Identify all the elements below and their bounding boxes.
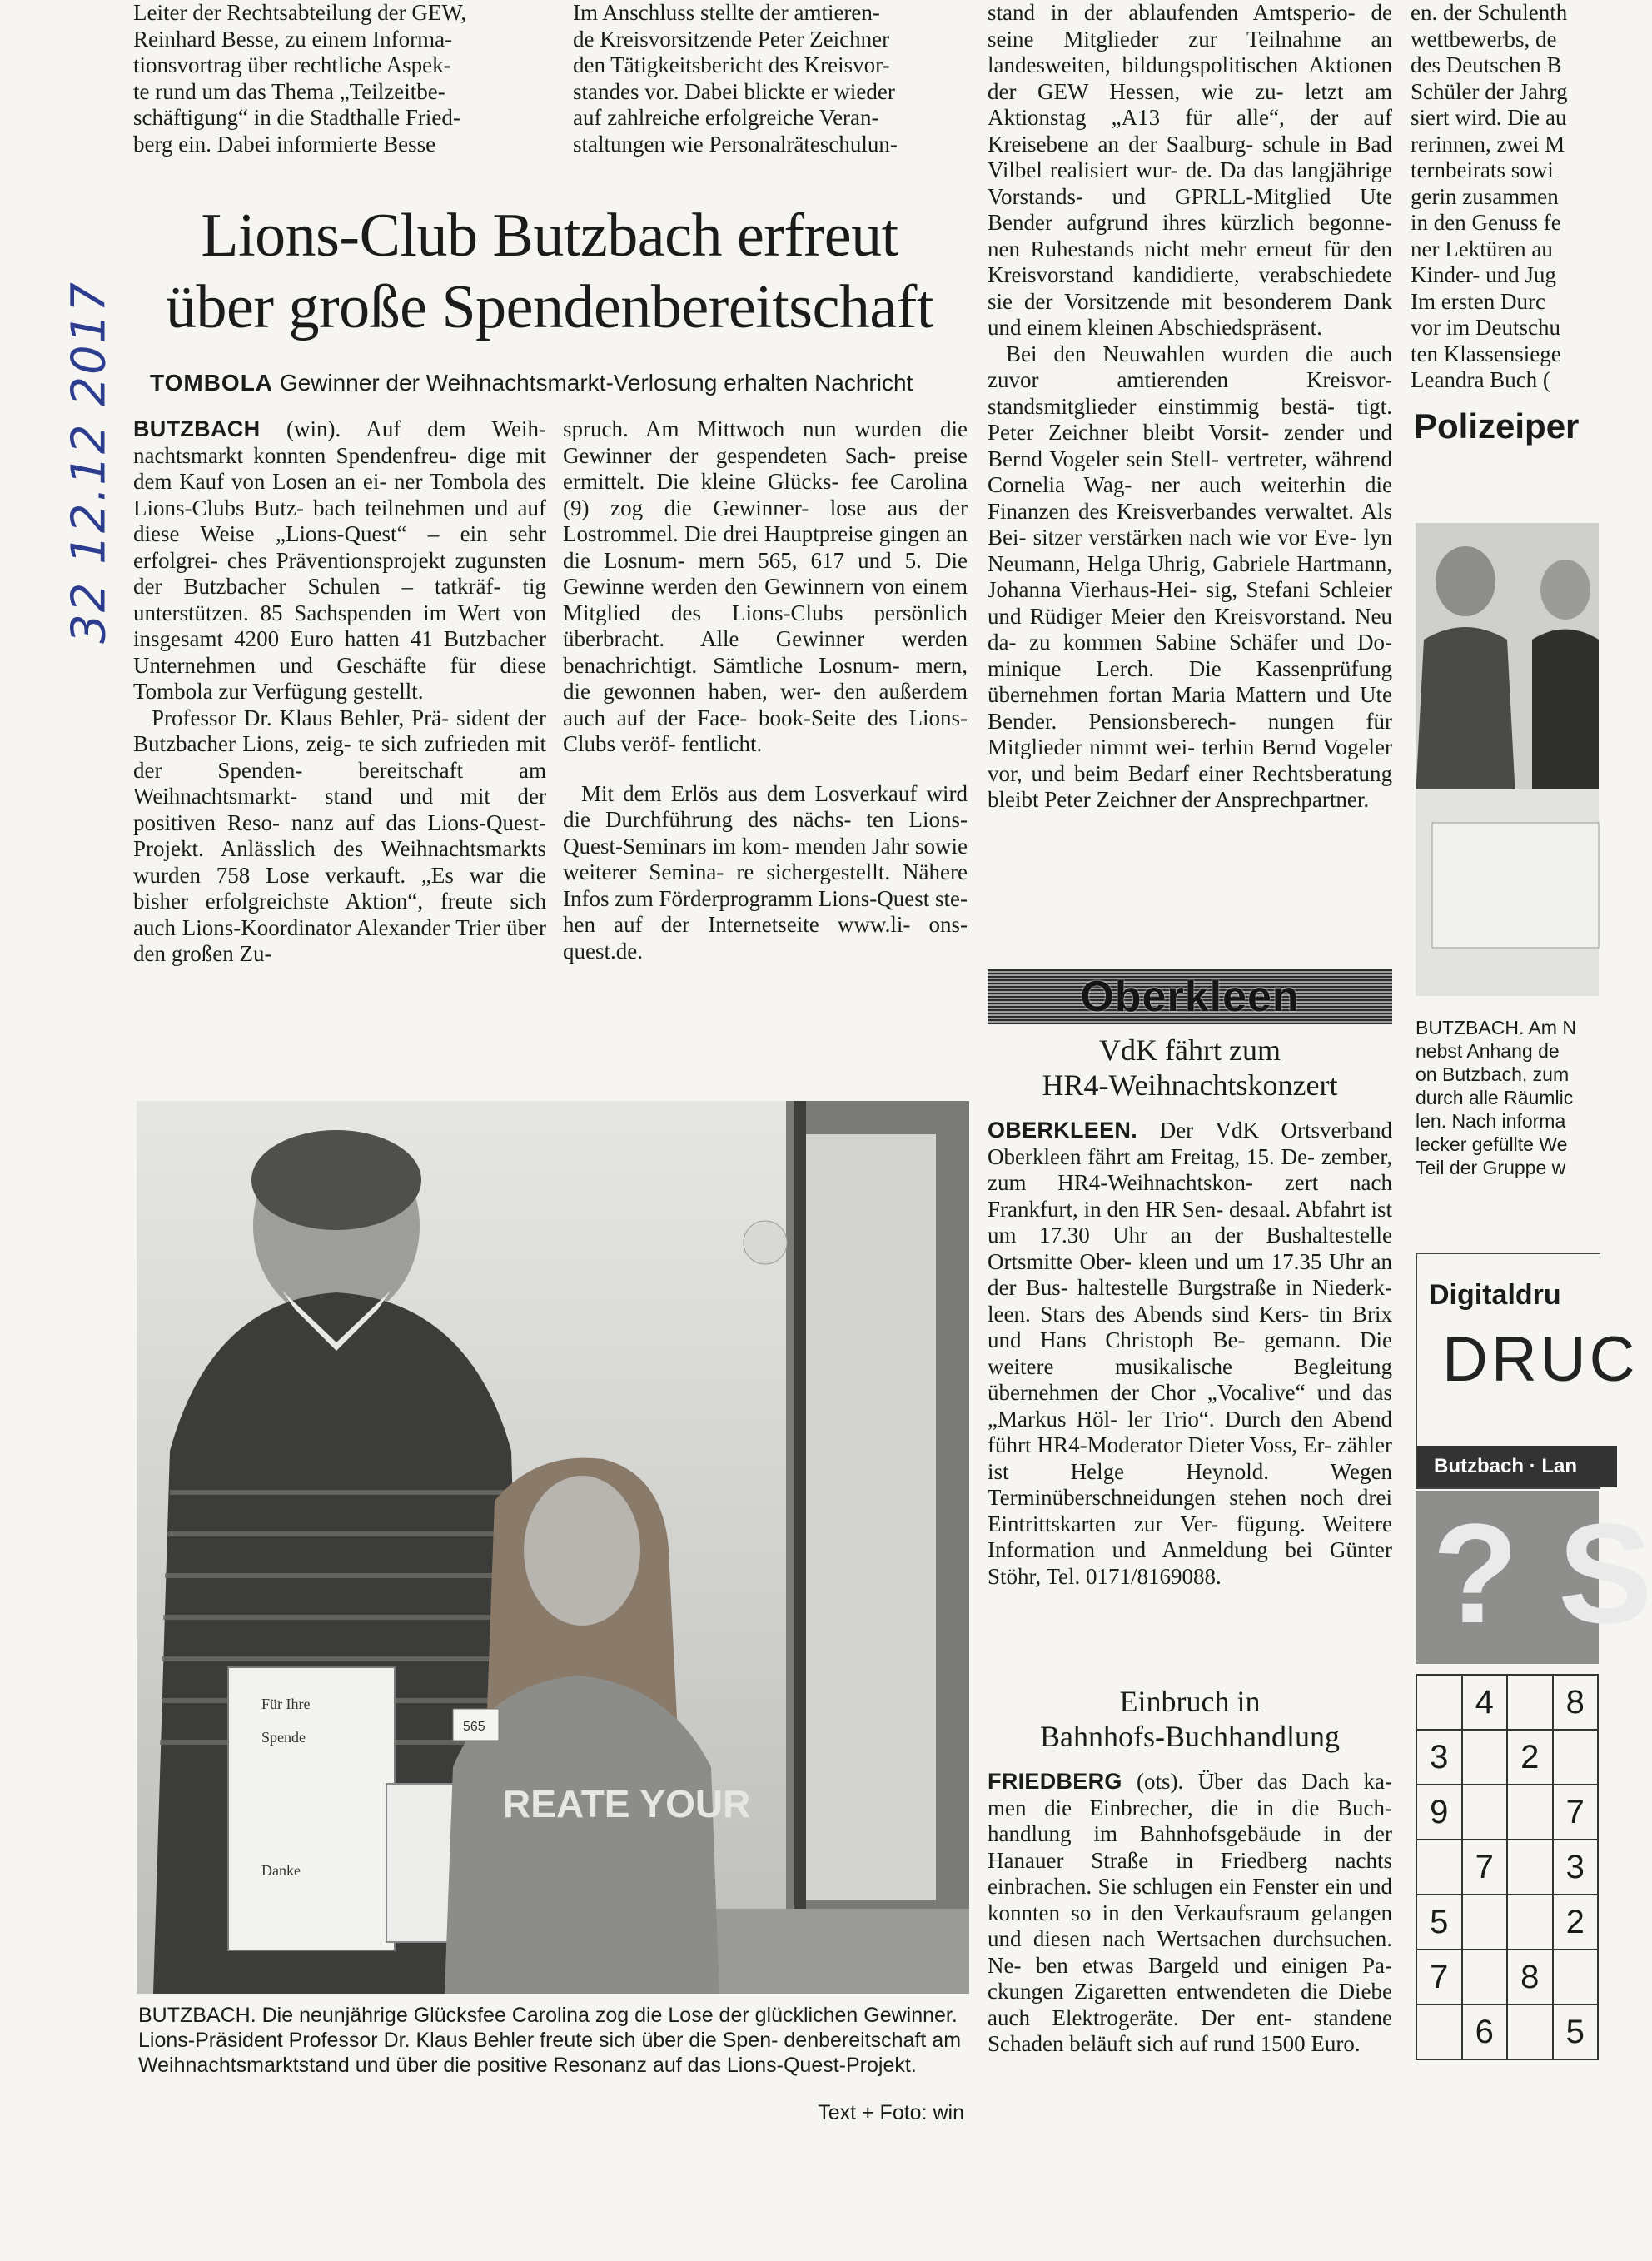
sudoku-cell xyxy=(1462,1785,1508,1840)
sudoku-cell xyxy=(1416,2005,1462,2059)
far-right-caption-line: BUTZBACH. Am N xyxy=(1416,1017,1576,1038)
far-right-line: in den Genuss fe xyxy=(1411,210,1561,235)
sudoku-cell: 6 xyxy=(1462,2005,1508,2059)
top-middle-line: Im Anschluss stellte der amtieren- xyxy=(573,0,880,25)
sudoku-cell: 5 xyxy=(1416,1895,1462,1950)
einbruch-article-body xyxy=(988,1769,1392,2058)
vdk-body-text: Der VdK Ortsverband Oberkleen fährt am Freitag, 15. De- zember, zum HR4-Weihnachtskon- zert nach Frankfurt, in den HR Sen- desaal. Abfahrt ist um 17.30 Uhr an der Bushaltestelle Ortsmitte Ober- kleen und um 17.35 Uhr an der Bus- haltestelle Burgstraße in Niederk- leen. Stars des Abends sind Kers- tin Brix und Hans Christoph Be- gemann. Die weitere musikalische Begleitung übernehmen der Chor „Vocalive“ und das „Markus Höl- ler Trio“. Durch den Abend führt HR4-Moderator Dieter Voss, Er- zähler ist Helge Heynold. Wegen Terminüberschneidungen stehen noch drei Eintrittskarten zur Ver- fügung. Weitere Information und Anmeldung bei Günter Stöhr, Tel. 0171/8169088. xyxy=(988,1118,1392,1589)
photo-caption: BUTZBACH. Die neunjährige Glücksfee Carolina zog die Lose der glücklichen Gewinner. Lions-Präsident Professor Dr. Klaus Behler freute sich über die Spen- denbereitschaft am Weihnachtsmarktstand und über die positive Resonanz auf das Lions-Quest-Projekt. xyxy=(138,2004,962,2077)
sudoku-cell: 3 xyxy=(1553,1840,1599,1895)
article-paragraph-4: Mit dem Erlös aus dem Losverkauf wird die Durchführung des nächs- ten Lions-Quest-Seminars im kom- menden Jahr sowie weiterer Semina- re sichergestellt. Nähere Infos zum Förderprogramm Lions-Quest ste- hen auf der Internetseite www.li- ons-quest.de. xyxy=(563,780,968,964)
top-middle-line: auf zahlreiche erfolgreiche Veran- xyxy=(573,105,879,130)
far-right-line: siert wird. Die au xyxy=(1411,105,1567,130)
top-left-line: tionsvortrag über rechtliche Aspek- xyxy=(133,52,451,77)
article-photo xyxy=(137,1101,969,1994)
article-subheadline xyxy=(150,370,966,396)
article-paragraph-1: (win). Auf dem Weih- nachtsmarkt konnten Spendenfreu- dige mit dem Kauf von Losen an ei- ner Tombola des Lions-Clubs Butz- bach teilnehmen und auf diese Weise „Lions-Quest“ – ein sehr erfolgrei- ches Präventionsprojekt zugunsten der Butzbacher Schulen – tatkräf- tig unterstützen. 85 Sachspenden im Wert von insgesamt 4200 Euro hatten 41 Butzbacher Unternehmen und Geschäfte für diese Tombola zur Verfügung gestellt. xyxy=(133,416,547,704)
handwritten-date xyxy=(52,281,127,644)
handwritten-date-text: 32 12.12 2017 xyxy=(62,281,117,644)
ad-title: Digitaldru xyxy=(1429,1279,1561,1311)
sudoku-row xyxy=(1416,1785,1598,1840)
sudoku-cell xyxy=(1416,1675,1462,1730)
top-middle-line: den Tätigkeitsbericht des Kreisvor- xyxy=(573,52,890,77)
vdk-dateline: OBERKLEEN. xyxy=(988,1118,1138,1143)
far-right-caption-line: on Butzbach, zum xyxy=(1416,1063,1570,1085)
top-left-line: berg ein. Dabei informierte Besse xyxy=(133,131,436,157)
sudoku-cell: 3 xyxy=(1416,1730,1462,1785)
shirt-text: REATE YOUR xyxy=(503,1782,751,1825)
photo-illustration xyxy=(137,1101,969,1994)
vdk-article-body xyxy=(988,1118,1392,1590)
far-right-line: ten Klassensiege xyxy=(1411,341,1561,366)
top-middle-line: staltungen wie Personalräteschulun- xyxy=(573,131,898,157)
sudoku-cell: 8 xyxy=(1553,1675,1599,1730)
headline-line-1: Lions-Club Butzbach erfreut xyxy=(201,202,898,270)
polizei-headline: Polizeiper xyxy=(1414,406,1580,446)
far-right-caption-line: durch alle Räumlic xyxy=(1416,1087,1574,1108)
gew-article-continuation xyxy=(988,0,1392,814)
sudoku-cell xyxy=(1462,1950,1508,2005)
einbruch-headline-line-2: Bahnhofs-Buchhandlung xyxy=(1040,1720,1340,1753)
sudoku-cell: 2 xyxy=(1507,1730,1553,1785)
einbruch-headline-line-1: Einbruch in xyxy=(1119,1685,1261,1718)
far-right-column xyxy=(1411,0,1599,394)
top-left-continuation xyxy=(133,0,550,157)
top-left-line: Reinhard Besse, zu einem Informa- xyxy=(133,26,453,52)
gew-paragraph-2: Bei den Neuwahlen wurden die auch zuvor amtierenden Kreisvor- standsmitglieder einstimmig bestä- tigt. Peter Zeichner bleibt Vorsit- zender und Bernd Vogeler sein Stell- vertreter, während Cornelia Wag- ner auch weiterhin die Finanzen des Kreisverbandes verwaltet. Als Bei- sitzer verstärken nach wie vor Eve- lyn Neumann, Helga Uhrig, Gabriele Hartmann, Johanna Vierhaus-Hei- sig, Stefani Schleier und Rüdiger Meier den Kreisvorstand. Neu da- zu kommen Sabine Schäfer und Do- minique Lerch. Die Kassenprüfung übernehmen fortan Maria Mattern und Ute Bender. Pensionsberech- nungen für Mitglieder nimmt wei- terhin Bernd Vogeler vor, und beim Bedarf einer Rechtsberatung bleibt Peter Zeichner der Ansprechpartner. xyxy=(988,341,1392,812)
vdk-headline-line-2: HR4-Weihnachtskonzert xyxy=(1042,1068,1338,1102)
far-right-line: ternbeirats sowi xyxy=(1411,157,1554,182)
far-right-photo xyxy=(1416,523,1599,996)
sudoku-grid xyxy=(1416,1674,1599,2060)
sudoku-cell xyxy=(1507,1840,1553,1895)
section-banner-text: Oberkleen xyxy=(1080,973,1300,1021)
article-paragraph-3: spruch. Am Mittwoch nun wurden die Gewinner der gespendeten Sach- preise ermittelt. Die kleine Glücks- fee Carolina (9) zog die Gewinner- lose aus der Lostrommel. Die drei Hauptpreise gingen an die Losnum- mern 565, 617 und 5. Die Gewinne werden den Gewinnern von einem Mitglied des Lions-Clubs persönlich überbracht. Alle Gewinner werden benachrichtigt. Sämtliche Losnum- mern, die gewonnen haben, wer- den außerdem auch auf der Face- book-Seite des Lions-Clubs veröf- fentlicht. xyxy=(563,416,968,756)
sudoku-banner xyxy=(1416,1491,1652,1664)
article-column-1 xyxy=(133,416,546,968)
far-right-line: Kinder- und Jug xyxy=(1411,262,1556,287)
sudoku-banner-text: ? S xyxy=(1432,1495,1652,1653)
sudoku-cell: 7 xyxy=(1416,1950,1462,2005)
sudoku-cell: 7 xyxy=(1462,1840,1508,1895)
top-left-line: schäftigung“ in die Stadthalle Fried- xyxy=(133,105,460,130)
far-right-caption-line: lecker gefüllte We xyxy=(1416,1133,1568,1155)
far-right-caption-line: Teil der Gruppe w xyxy=(1416,1157,1566,1178)
card-bottom-text: Danke xyxy=(261,1862,301,1879)
article-column-2 xyxy=(563,416,968,964)
top-middle-line: de Kreisvorsitzende Peter Zeichner xyxy=(573,26,890,52)
vdk-headline xyxy=(988,1033,1392,1103)
far-right-line: wettbewerbs, de xyxy=(1411,26,1557,52)
sudoku-cell xyxy=(1462,1895,1508,1950)
far-right-line: ner Lektüren au xyxy=(1411,236,1553,261)
sudoku-row xyxy=(1416,1730,1598,1785)
sudoku-cell: 7 xyxy=(1553,1785,1599,1840)
far-right-caption xyxy=(1416,1016,1599,1179)
headline-line-2: über große Spendenbereitschaft xyxy=(166,273,933,341)
top-left-line: te rund um das Thema „Teilzeitbe- xyxy=(133,78,445,104)
ad-digitaldruck xyxy=(1416,1253,1639,1489)
article-paragraph-2: Professor Dr. Klaus Behler, Prä- sident der Butzbacher Lions, zeig- te sich zufrieden mit der Spenden- bereitschaft am Weihnachtsmarkt- stand und mit der positiven Reso- nanz auf das Lions-Quest-Projekt. Anlässlich des Weihnachtsmarkts wurden 758 Lose verkauft. „Es war die bisher erfolgreichste Aktion“, freute sich auch Lions-Koordinator Alexander Trier über den großen Zu- xyxy=(133,705,546,966)
ticket-number: 565 xyxy=(463,1720,485,1734)
sudoku-row xyxy=(1416,2005,1598,2059)
sudoku-cell: 4 xyxy=(1462,1675,1508,1730)
card-mid-text: Spende xyxy=(261,1729,306,1746)
far-right-line: rerinnen, zwei M xyxy=(1411,131,1565,157)
sudoku-cell xyxy=(1462,1730,1508,1785)
sudoku-cell: 8 xyxy=(1507,1950,1553,2005)
top-middle-continuation xyxy=(573,0,964,157)
sudoku-cell xyxy=(1553,1950,1599,2005)
top-middle-line: standes vor. Dabei blickte er wieder xyxy=(573,78,895,104)
sudoku-cell xyxy=(1507,1895,1553,1950)
ad-logo: DRUC xyxy=(1442,1324,1639,1395)
sudoku-cell xyxy=(1553,1730,1599,1785)
card-top-text: Für Ihre xyxy=(261,1696,311,1712)
article-dateline: BUTZBACH xyxy=(133,416,261,441)
far-right-line: gerin zusammen xyxy=(1411,183,1559,209)
far-right-line: vor im Deutschu xyxy=(1411,315,1560,340)
sudoku-cell: 5 xyxy=(1553,2005,1599,2059)
top-left-line: Leiter der Rechtsabteilung der GEW, xyxy=(133,0,467,25)
far-photo-illustration xyxy=(1416,523,1599,996)
sudoku-row xyxy=(1416,1675,1598,1730)
far-right-line: en. der Schulenth xyxy=(1411,0,1568,25)
far-right-line: Schüler der Jahrg xyxy=(1411,78,1568,104)
far-right-line: des Deutschen B xyxy=(1411,52,1562,77)
article-headline xyxy=(133,200,966,343)
far-right-caption-line: len. Nach informa xyxy=(1416,1110,1566,1132)
sudoku-cell xyxy=(1507,1785,1553,1840)
sudoku-cell: 2 xyxy=(1553,1895,1599,1950)
ad-footer: Butzbach · Lan xyxy=(1417,1446,1617,1487)
sudoku-cell: 9 xyxy=(1416,1785,1462,1840)
sudoku-cell xyxy=(1416,1840,1462,1895)
gew-paragraph-1: stand in der ablaufenden Amtsperio- de seine Mitglieder zur Teilnahme an landesweiten, bildungspolitischen Aktionen der GEW Hessen, wie zu- letzt am Aktionstag „A13 für alle“, der auf Kreisebene an der Saalburg- schule in Bad Vilbel realisiert wur- de. Da das langjährige Vorstands- und GPRLL-Mitglied Ute Bender aufgrund ihres kürzlich begonne- nen Ruhestands nicht mehr erneut für den Kreisvorstand kandidierte, verabschiedete sie der Vorsitzende mit besonderem Dank und einem kleinen Abschiedspräsent. xyxy=(988,0,1392,340)
einbruch-body-text: (ots). Über das Dach ka- men die Einbrecher, die in die Buch- handlung im Bahnhofsgebäude in der Hanauer Straße in Friedberg nachts einbrachen. Sie schlugen ein Fenster ein und konnten so in den Verkaufsraum gelangen und diesen nach Wertsachen durchsuchen. Ne- ben etwas Bargeld und einigen Pa- ckungen Zigaretten entwendeten die Diebe auch Elektrogeräte. Der ent- standene Schaden beläuft sich auf rund 1500 Euro. xyxy=(988,1769,1392,2056)
far-right-line: Im ersten Durc xyxy=(1411,288,1545,314)
section-banner-oberkleen xyxy=(988,969,1392,1024)
sudoku-row xyxy=(1416,1950,1598,2005)
sudoku-cell xyxy=(1507,2005,1553,2059)
article-kicker: TOMBOLA xyxy=(150,370,274,396)
far-right-caption-line: nebst Anhang de xyxy=(1416,1040,1560,1062)
article-subhead-text: Gewinner der Weihnachtsmarkt-Verlosung erhalten Nachricht xyxy=(279,370,913,396)
sudoku-row xyxy=(1416,1840,1598,1895)
sudoku-row xyxy=(1416,1895,1598,1950)
einbruch-headline xyxy=(988,1684,1392,1754)
einbruch-dateline: FRIEDBERG xyxy=(988,1769,1122,1794)
photo-credit: Text + Foto: win xyxy=(818,2101,964,2124)
vdk-headline-line-1: VdK fährt zum xyxy=(1099,1033,1281,1067)
sudoku-cell xyxy=(1507,1675,1553,1730)
far-right-line: Leandra Buch ( xyxy=(1411,367,1550,392)
